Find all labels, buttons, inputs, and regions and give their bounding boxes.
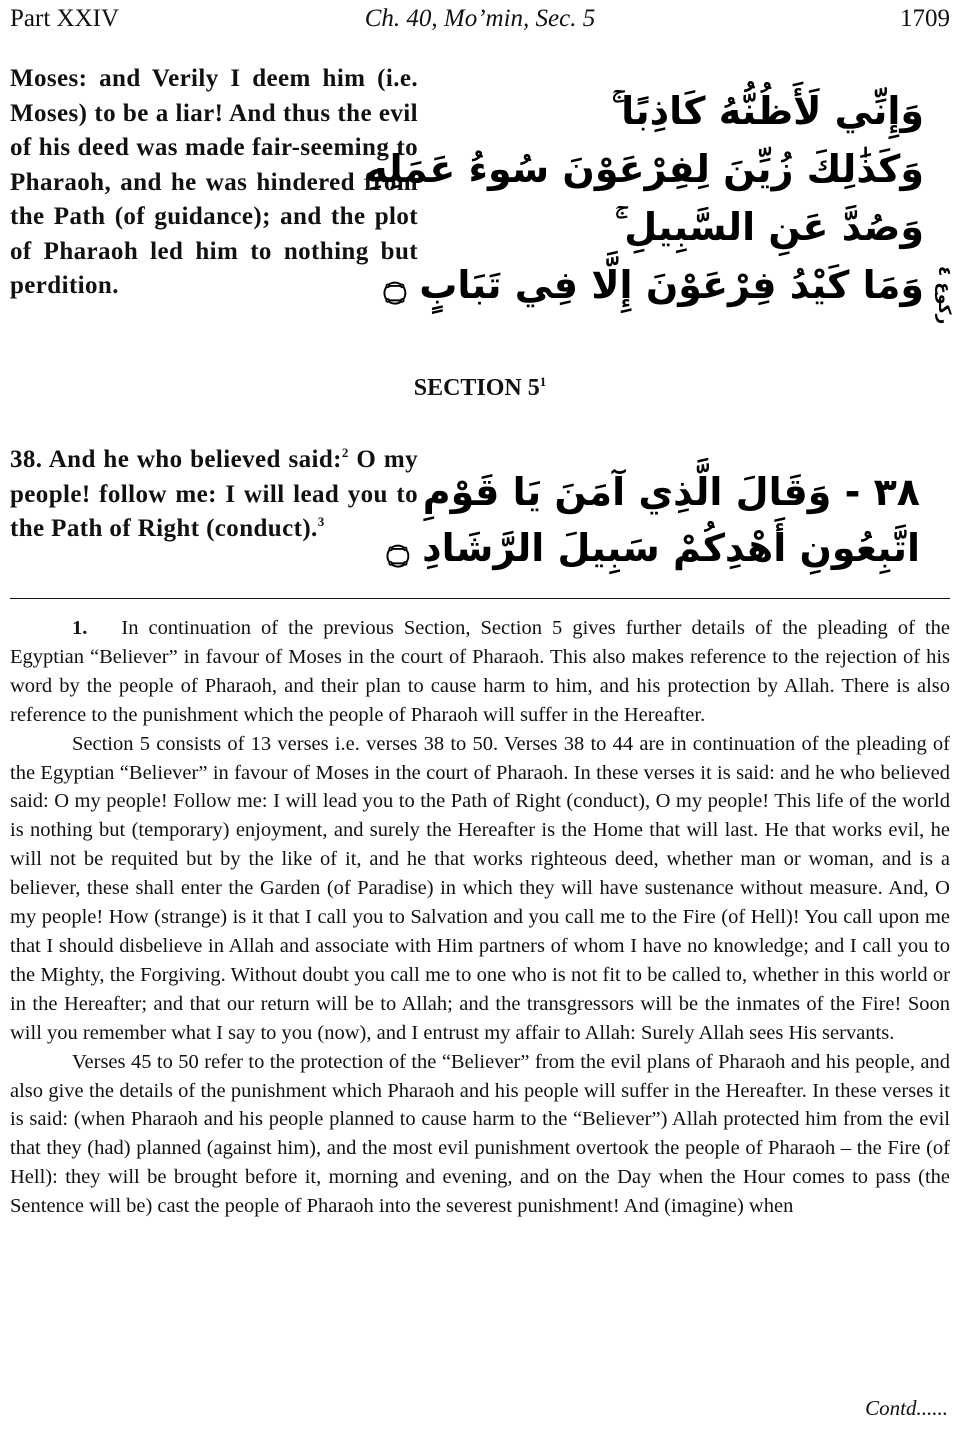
arabic-line: وَكَذَٰلِكَ زُيِّنَ لِفِرْعَوْنَ سُوءُ عَمَلِهِ (365, 147, 924, 191)
verse-prev-translation: Moses: and Verily I deem him (i.e. Moses) to be a liar! And thus the evil of his deed was made fair-seeming to Pharaoh, and he was hindered from the Path (of guidance); and the plot of Pharaoh led him to nothing but perdition. (10, 65, 418, 299)
section-title (0, 372, 960, 404)
footnote-text: In continuation of the previous Section, Section 5 gives further details of the pleading of the Egyptian “Believer” in favour of Moses in the court of Pharaoh. This also makes reference to the rejection of his word by the people of Pharaoh, and their plan to cause harm to him, and his protection by Allah. There is also reference to the punishment which the people of Pharaoh will suffer in the Hereafter. (10, 617, 950, 726)
footnote-ref: 2 (341, 445, 349, 460)
arabic-line: وَإِنِّي لَأَظُنُّهُ كَاذِبًا ۚ (611, 89, 924, 133)
page-header (10, 2, 950, 36)
continued-label: Contd...... (865, 1396, 948, 1420)
arabic-line: وَمَا كَيْدُ فِرْعَوْنَ إِلَّا فِي تَبَابٍ ۝ (383, 263, 924, 307)
part-label: Part XXIV (10, 5, 120, 32)
arabic-line: وَصُدَّ عَنِ السَّبِيلِ ۚ (614, 205, 924, 249)
verse-38-text-cont: O my people! follow me: I will lead you to the Path of Right (conduct). (10, 446, 418, 542)
arabic-line: اتَّبِعُونِ أَهْدِكُمْ سَبِيلَ الرَّشَادِ ۝ (386, 526, 920, 570)
arabic-line: ٣٨ - وَقَالَ الَّذِي آمَنَ يَا قَوْمِ (422, 470, 920, 514)
footnote-ref: 1 (539, 374, 547, 389)
verse-38-text: 38. And he who believed said: (10, 446, 342, 473)
footnote-paragraph: Section 5 consists of 13 verses i.e. verses 38 to 50. Verses 38 to 44 are in continuation of the pleading of the Egyptian “Believer” in favour of Moses in the court of Pharaoh. In these verses it is said: and he who believed said: O my people! Follow me: I will lead you to the Path of Right (conduct), O my people! This life of the world is nothing but (temporary) enjoyment, and surely the Hereafter is the Home that will last. He that works evil, he will not be requited but by the like of it, and he that works righteous deed, whether man or woman, and is a believer, these shall enter the Garden (of Paradise) in which they will have sustenance without measure. And, O my people! How (strange) is it that I call you to Salvation and you call me to the Fire (of Hell)! You call upon me that I should disbelieve in Allah and associate with Him partners of whom I have no knowledge; and I call you to the Mighty, the Forgiving. Without doubt you call me to one who is not fit to be called to, whether in this world or in the Hereafter; and that our return will be to Allah; and the transgressors will be the inmates of the Fire! Soon will you remember what I say to you (now), and I entrust my affair to Allah: Surely Allah sees His servants. (10, 732, 950, 1044)
verse-prev-arabic (365, 82, 924, 314)
footnote-paragraph: Verses 45 to 50 refer to the protection of the “Believer” from the evil plans of Pharaoh and his people, and also give the details of the punishment which Pharaoh and his people will suffer in the Hereafter. In these verses it is said: (when Pharaoh and his people planned to cause harm to the “Believer”) Allah protected him from the evil that they (had) planned (against him), and the most evil punishment overtook the people of Pharaoh – the Fire (of Hell): they will be brought before it, morning and evening, and on the Day when the Hour comes to pass (the Sentence will be) cast the people of Pharaoh into the severest punishment! And (imagine) when (10, 1050, 950, 1218)
section-title-text: SECTION 5 (413, 375, 540, 401)
ruku-margin-mark: ركوع ٤ (934, 266, 954, 325)
footnotes (10, 614, 950, 1221)
verse-38-translation (10, 443, 418, 547)
footnote-number: 1. (72, 617, 88, 639)
verse-38-arabic (386, 464, 920, 576)
chapter-title: Ch. 40, Mo’min, Sec. 5 (364, 5, 596, 32)
page-number: 1709 (900, 5, 950, 32)
footnote-ref: 3 (317, 514, 325, 529)
footnote-divider (10, 598, 950, 599)
footnote-paragraph (10, 614, 950, 730)
